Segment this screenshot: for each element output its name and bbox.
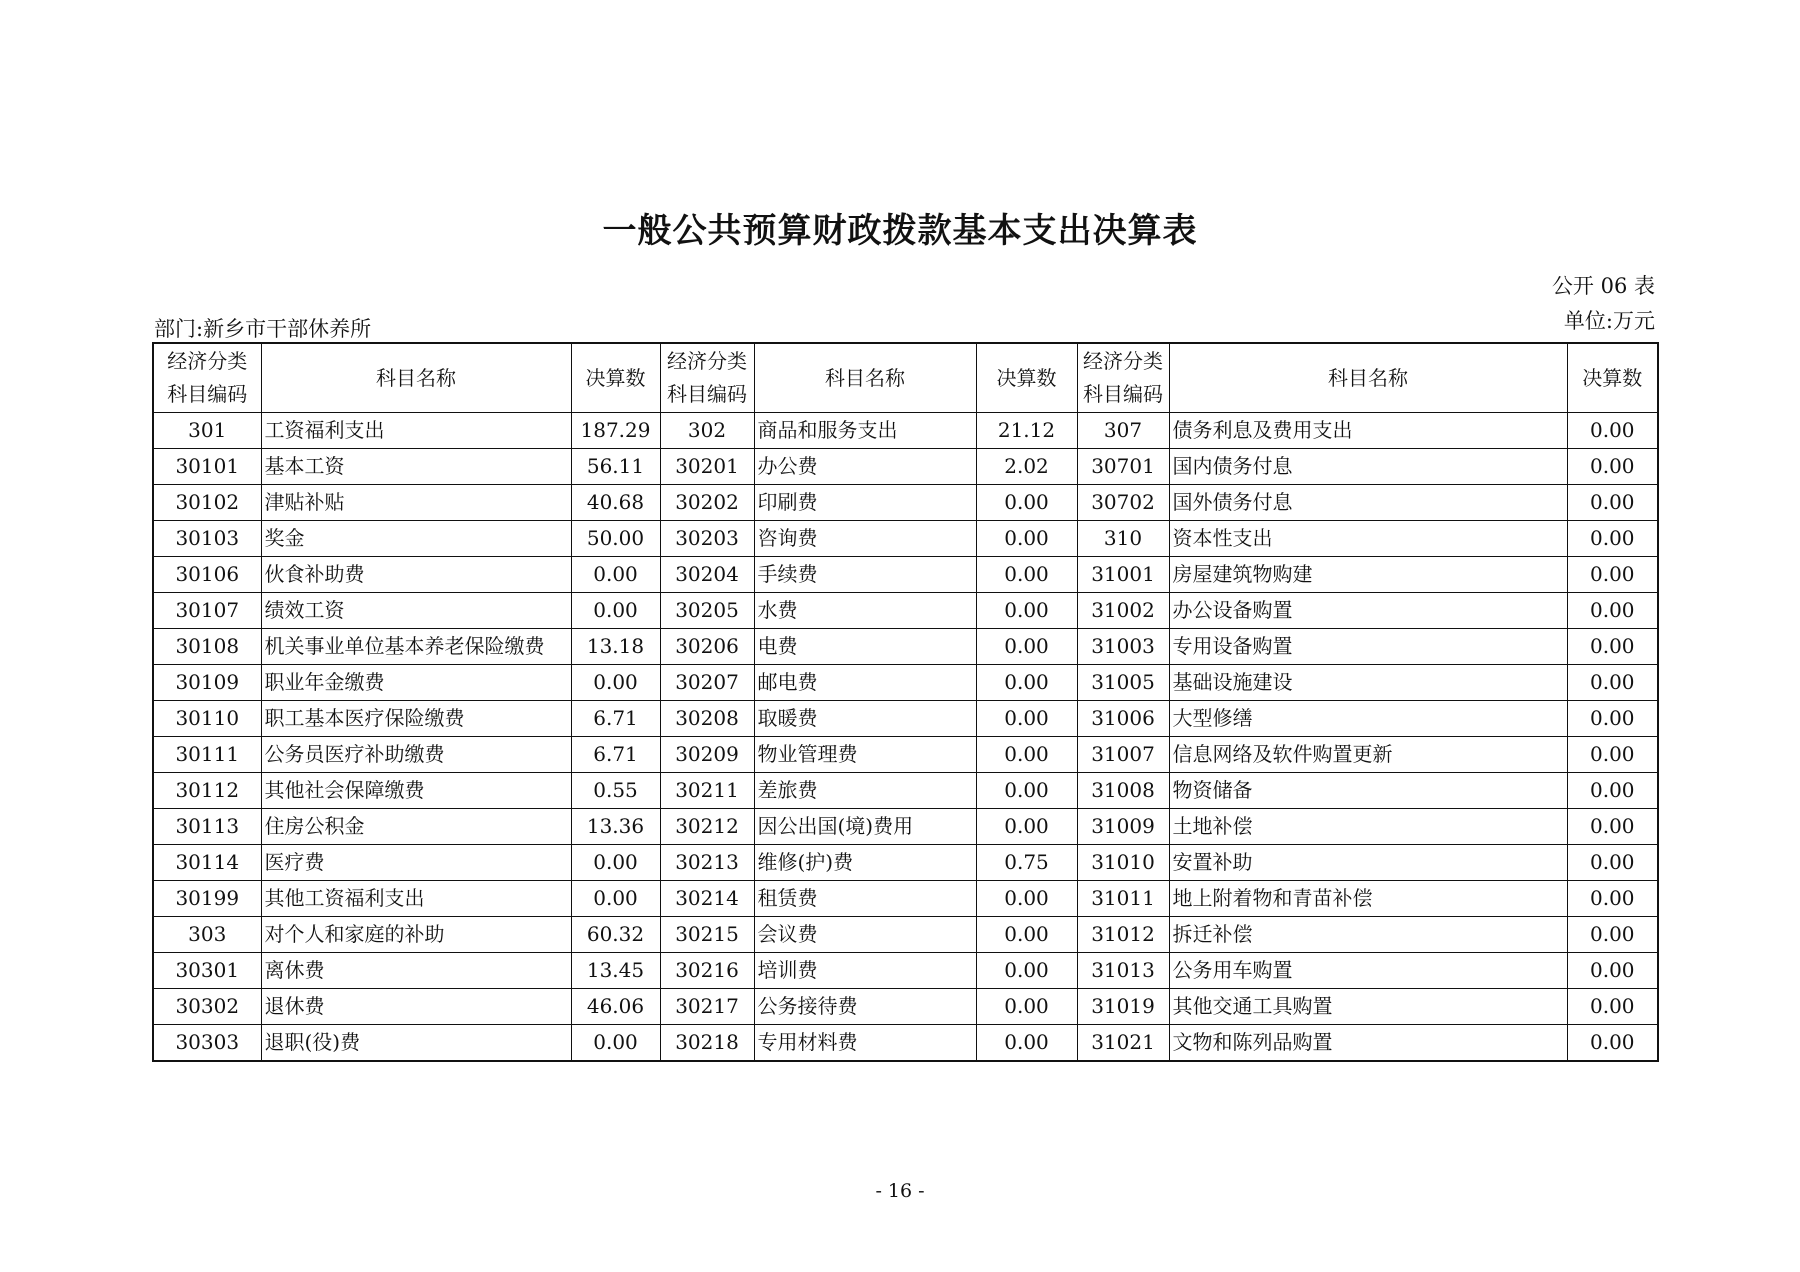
amount-cell: 0.00 [1567, 953, 1658, 989]
subject-name-cell: 工资福利支出 [261, 413, 571, 449]
subject-name-cell: 其他交通工具购置 [1169, 989, 1567, 1025]
subject-code-cell: 30108 [153, 629, 261, 665]
header-code-line2: 科目编码 [1083, 382, 1163, 406]
subject-name-cell: 其他工资福利支出 [261, 881, 571, 917]
subject-code-cell: 30214 [660, 881, 754, 917]
subject-code-cell: 30204 [660, 557, 754, 593]
amount-cell: 0.00 [1567, 773, 1658, 809]
subject-code-cell: 30213 [660, 845, 754, 881]
subject-name-cell: 拆迁补偿 [1169, 917, 1567, 953]
subject-code-cell: 30109 [153, 665, 261, 701]
amount-cell: 0.00 [976, 881, 1077, 917]
amount-cell: 0.00 [1567, 1025, 1658, 1062]
subject-code-cell: 30113 [153, 809, 261, 845]
subject-name-cell: 职业年金缴费 [261, 665, 571, 701]
subject-code-cell: 302 [660, 413, 754, 449]
amount-cell: 0.00 [976, 989, 1077, 1025]
amount-cell: 2.02 [976, 449, 1077, 485]
subject-name-cell: 土地补偿 [1169, 809, 1567, 845]
subject-code-cell: 30211 [660, 773, 754, 809]
table-row [153, 881, 1658, 917]
subject-code-cell: 30217 [660, 989, 754, 1025]
subject-name-cell: 离休费 [261, 953, 571, 989]
header-code-line1: 经济分类 [667, 349, 747, 373]
amount-cell: 0.00 [571, 665, 660, 701]
subject-code-cell: 30212 [660, 809, 754, 845]
page-number: - 16 - [875, 1180, 925, 1202]
subject-code-cell: 31013 [1077, 953, 1169, 989]
subject-name-cell: 对个人和家庭的补助 [261, 917, 571, 953]
table-row [153, 557, 1658, 593]
subject-name-cell: 大型修缮 [1169, 701, 1567, 737]
amount-cell: 0.00 [1567, 665, 1658, 701]
subject-name-cell: 信息网络及软件购置更新 [1169, 737, 1567, 773]
amount-cell: 0.00 [1567, 845, 1658, 881]
header-code-line1: 经济分类 [1083, 349, 1163, 373]
page-title: 一般公共预算财政拨款基本支出决算表 [602, 211, 1198, 251]
subject-name-cell: 机关事业单位基本养老保险缴费 [261, 629, 571, 665]
amount-cell: 6.71 [571, 701, 660, 737]
amount-cell: 0.55 [571, 773, 660, 809]
subject-code-cell: 31019 [1077, 989, 1169, 1025]
subject-name-cell: 绩效工资 [261, 593, 571, 629]
amount-cell: 21.12 [976, 413, 1077, 449]
subject-code-cell: 30702 [1077, 485, 1169, 521]
amount-cell: 13.45 [571, 953, 660, 989]
table-row [153, 593, 1658, 629]
amount-cell: 0.00 [1567, 809, 1658, 845]
amount-cell: 46.06 [571, 989, 660, 1025]
amount-cell: 0.00 [1567, 449, 1658, 485]
subject-name-cell: 文物和陈列品购置 [1169, 1025, 1567, 1062]
header-code-line2: 科目编码 [667, 382, 747, 406]
subject-name-cell: 退职(役)费 [261, 1025, 571, 1062]
subject-code-cell: 31001 [1077, 557, 1169, 593]
amount-cell: 0.00 [976, 737, 1077, 773]
amount-cell: 0.00 [976, 593, 1077, 629]
subject-code-cell: 307 [1077, 413, 1169, 449]
subject-name-cell: 水费 [754, 593, 976, 629]
subject-name-cell: 专用设备购置 [1169, 629, 1567, 665]
subject-name-cell: 住房公积金 [261, 809, 571, 845]
subject-code-cell: 30107 [153, 593, 261, 629]
subject-name-cell: 伙食补助费 [261, 557, 571, 593]
subject-code-cell: 31003 [1077, 629, 1169, 665]
subject-code-cell: 30303 [153, 1025, 261, 1062]
amount-cell: 0.00 [1567, 701, 1658, 737]
subject-code-cell: 30111 [153, 737, 261, 773]
amount-cell: 0.00 [1567, 593, 1658, 629]
subject-name-cell: 地上附着物和青苗补偿 [1169, 881, 1567, 917]
subject-name-cell: 会议费 [754, 917, 976, 953]
header-amount-cell: 决算数 [571, 343, 660, 413]
subject-code-cell: 30103 [153, 521, 261, 557]
table-row [153, 953, 1658, 989]
amount-cell: 13.36 [571, 809, 660, 845]
subject-code-cell: 30209 [660, 737, 754, 773]
amount-cell: 0.00 [976, 521, 1077, 557]
subject-name-cell: 邮电费 [754, 665, 976, 701]
amount-cell: 0.00 [976, 773, 1077, 809]
subject-code-cell: 30207 [660, 665, 754, 701]
subject-code-cell: 30106 [153, 557, 261, 593]
amount-cell: 0.00 [571, 593, 660, 629]
amount-cell: 60.32 [571, 917, 660, 953]
subject-name-cell: 基础设施建设 [1169, 665, 1567, 701]
table-row [153, 1025, 1658, 1062]
subject-name-cell: 债务利息及费用支出 [1169, 413, 1567, 449]
header-code-cell [153, 343, 261, 413]
subject-name-cell: 取暖费 [754, 701, 976, 737]
subject-code-cell: 30701 [1077, 449, 1169, 485]
subject-code-cell: 31007 [1077, 737, 1169, 773]
subject-name-cell: 房屋建筑物购建 [1169, 557, 1567, 593]
subject-name-cell: 培训费 [754, 953, 976, 989]
subject-code-cell: 31009 [1077, 809, 1169, 845]
subject-code-cell: 31011 [1077, 881, 1169, 917]
department-label: 部门:新乡市干部休养所 [154, 317, 372, 341]
subject-name-cell: 安置补助 [1169, 845, 1567, 881]
subject-name-cell: 奖金 [261, 521, 571, 557]
table-row [153, 989, 1658, 1025]
subject-name-cell: 资本性支出 [1169, 521, 1567, 557]
subject-name-cell: 电费 [754, 629, 976, 665]
subject-name-cell: 公务接待费 [754, 989, 976, 1025]
subject-name-cell: 因公出国(境)费用 [754, 809, 976, 845]
subject-name-cell: 物资储备 [1169, 773, 1567, 809]
subject-name-cell: 职工基本医疗保险缴费 [261, 701, 571, 737]
table-body [153, 413, 1658, 1062]
subject-name-cell: 国外债务付息 [1169, 485, 1567, 521]
subject-name-cell: 公务员医疗补助缴费 [261, 737, 571, 773]
subject-code-cell: 30201 [660, 449, 754, 485]
amount-cell: 0.00 [571, 1025, 660, 1062]
header-name-cell: 科目名称 [261, 343, 571, 413]
subject-code-cell: 30101 [153, 449, 261, 485]
form-number: 公开 06 表 [1551, 274, 1655, 298]
subject-code-cell: 31005 [1077, 665, 1169, 701]
subject-code-cell: 30302 [153, 989, 261, 1025]
subject-code-cell: 30199 [153, 881, 261, 917]
amount-cell: 40.68 [571, 485, 660, 521]
subject-code-cell: 30206 [660, 629, 754, 665]
subject-name-cell: 商品和服务支出 [754, 413, 976, 449]
amount-cell: 0.00 [976, 629, 1077, 665]
header-name-cell: 科目名称 [1169, 343, 1567, 413]
table-row [153, 449, 1658, 485]
table-row [153, 413, 1658, 449]
subject-name-cell: 专用材料费 [754, 1025, 976, 1062]
amount-cell: 6.71 [571, 737, 660, 773]
table-row [153, 629, 1658, 665]
amount-cell: 0.00 [976, 485, 1077, 521]
subject-name-cell: 公务用车购置 [1169, 953, 1567, 989]
header-code-cell [1077, 343, 1169, 413]
subject-code-cell: 30218 [660, 1025, 754, 1062]
subject-code-cell: 30216 [660, 953, 754, 989]
subject-name-cell: 其他社会保障缴费 [261, 773, 571, 809]
subject-name-cell: 国内债务付息 [1169, 449, 1567, 485]
subject-code-cell: 31010 [1077, 845, 1169, 881]
subject-code-cell: 31002 [1077, 593, 1169, 629]
table-row [153, 845, 1658, 881]
amount-cell: 0.00 [976, 557, 1077, 593]
table-row [153, 701, 1658, 737]
subject-name-cell: 物业管理费 [754, 737, 976, 773]
amount-cell: 0.00 [571, 557, 660, 593]
header-code-line2: 科目编码 [167, 382, 248, 406]
subject-code-cell: 30208 [660, 701, 754, 737]
amount-cell: 0.00 [976, 917, 1077, 953]
table-row [153, 521, 1658, 557]
header-code-cell [660, 343, 754, 413]
amount-cell: 0.00 [1567, 881, 1658, 917]
subject-code-cell: 30301 [153, 953, 261, 989]
subject-code-cell: 31021 [1077, 1025, 1169, 1062]
subject-code-cell: 30215 [660, 917, 754, 953]
amount-cell: 0.00 [976, 809, 1077, 845]
subject-code-cell: 30205 [660, 593, 754, 629]
table-row [153, 665, 1658, 701]
header-amount-cell: 决算数 [1567, 343, 1658, 413]
subject-name-cell: 退休费 [261, 989, 571, 1025]
subject-name-cell: 医疗费 [261, 845, 571, 881]
amount-cell: 0.00 [976, 701, 1077, 737]
header-row [153, 343, 1658, 413]
amount-cell: 0.00 [976, 665, 1077, 701]
subject-code-cell: 30114 [153, 845, 261, 881]
amount-cell: 0.00 [976, 953, 1077, 989]
amount-cell: 0.00 [571, 845, 660, 881]
header-code-line1: 经济分类 [167, 349, 248, 373]
subject-code-cell: 30202 [660, 485, 754, 521]
table-row [153, 485, 1658, 521]
amount-cell: 0.00 [1567, 917, 1658, 953]
amount-cell: 0.00 [1567, 989, 1658, 1025]
subject-code-cell: 31008 [1077, 773, 1169, 809]
amount-cell: 0.00 [1567, 413, 1658, 449]
expenditure-table [152, 342, 1659, 1062]
header-amount-cell: 决算数 [976, 343, 1077, 413]
subject-code-cell: 31006 [1077, 701, 1169, 737]
subject-name-cell: 差旅费 [754, 773, 976, 809]
subject-name-cell: 维修(护)费 [754, 845, 976, 881]
subject-code-cell: 30112 [153, 773, 261, 809]
amount-cell: 56.11 [571, 449, 660, 485]
table-row [153, 773, 1658, 809]
subject-code-cell: 30110 [153, 701, 261, 737]
amount-cell: 0.00 [1567, 485, 1658, 521]
subject-name-cell: 基本工资 [261, 449, 571, 485]
subject-name-cell: 印刷费 [754, 485, 976, 521]
amount-cell: 0.00 [571, 881, 660, 917]
amount-cell: 0.00 [1567, 557, 1658, 593]
amount-cell: 187.29 [571, 413, 660, 449]
amount-cell: 0.00 [1567, 737, 1658, 773]
subject-name-cell: 办公费 [754, 449, 976, 485]
subject-name-cell: 租赁费 [754, 881, 976, 917]
header-name-cell: 科目名称 [754, 343, 976, 413]
amount-cell: 13.18 [571, 629, 660, 665]
amount-cell: 0.00 [1567, 629, 1658, 665]
amount-cell: 0.00 [976, 1025, 1077, 1062]
subject-name-cell: 咨询费 [754, 521, 976, 557]
subject-name-cell: 手续费 [754, 557, 976, 593]
amount-cell: 50.00 [571, 521, 660, 557]
subject-code-cell: 30102 [153, 485, 261, 521]
table-row [153, 809, 1658, 845]
subject-code-cell: 301 [153, 413, 261, 449]
subject-name-cell: 津贴补贴 [261, 485, 571, 521]
table-row [153, 737, 1658, 773]
subject-code-cell: 303 [153, 917, 261, 953]
subject-code-cell: 310 [1077, 521, 1169, 557]
subject-name-cell: 办公设备购置 [1169, 593, 1567, 629]
subject-code-cell: 31012 [1077, 917, 1169, 953]
table-row [153, 917, 1658, 953]
amount-cell: 0.00 [1567, 521, 1658, 557]
unit-label: 单位:万元 [1563, 309, 1655, 333]
amount-cell: 0.75 [976, 845, 1077, 881]
subject-code-cell: 30203 [660, 521, 754, 557]
